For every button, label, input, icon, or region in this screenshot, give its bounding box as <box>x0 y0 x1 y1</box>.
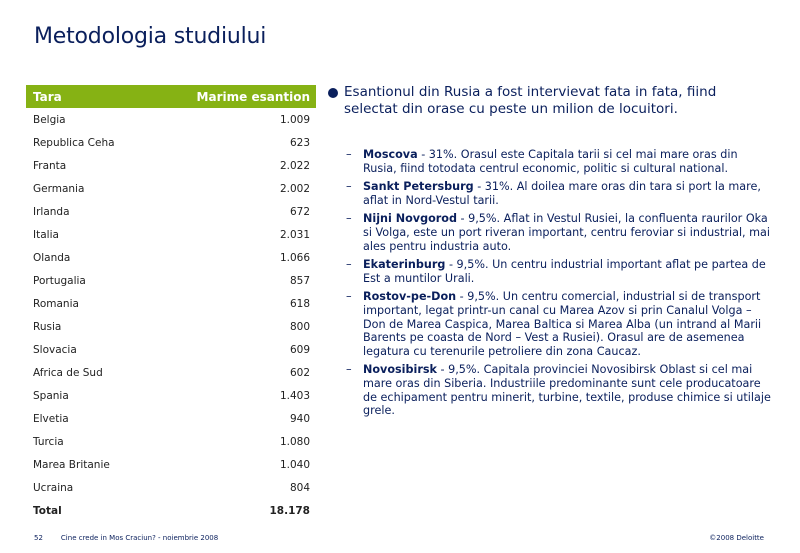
dash-marker: – <box>346 290 352 304</box>
city-name: Moscova <box>363 148 418 161</box>
bullet-dot-icon <box>328 88 338 98</box>
city-description <box>363 148 771 175</box>
table-header <box>26 85 316 108</box>
city-text: - 31%. Al doilea mare oras din tara si port la mare, aflat in Nord-Vestul tarii. <box>363 180 761 207</box>
city-text: - 31%. Orasul este Capitala tarii si cel mai mare oras din Rusia, fiind totodata centrul economic, politic si cultural national. <box>363 148 738 175</box>
city-name: Nijni Novgorod <box>363 212 457 226</box>
table-row <box>26 453 316 476</box>
copyright: ©2008 Deloitte <box>709 534 764 542</box>
table-row <box>26 108 316 131</box>
table-row <box>26 315 316 338</box>
table-row <box>26 131 316 154</box>
table-row <box>26 338 316 361</box>
page-title: Metodologia studiului <box>34 24 267 49</box>
city-name: Novosibirsk <box>363 363 437 377</box>
dash-marker: – <box>346 180 352 194</box>
country-cell: Italia <box>33 228 59 241</box>
sample-size-cell: 609 <box>289 343 310 356</box>
table-total-row <box>26 499 316 522</box>
country-cell: Germania <box>33 182 85 195</box>
city-text: - 9,5%. Un centru comercial, industrial si de transport important, legat printr-un canal cu Marea Azov si prin Canalul Volga – Don de Marea Caspica, Marea Baltica si Marea Alba (un intrand al Marii Barents pe coasta de Nord – Vest a Rusiei). Orasul are de asemenea legatura cu terenurile petroliere din zona Caucaz. <box>363 290 762 358</box>
sample-size-cell: 1.080 <box>279 435 310 448</box>
table-row <box>26 200 316 223</box>
main-bullet-text: Esantionul din Rusia a fost intervievat fata in fata, fiind selectat din orase cu peste un milion de locuitori. <box>344 84 717 117</box>
dash-marker: – <box>346 363 352 377</box>
country-cell: Ucraina <box>33 481 74 494</box>
city-text: - 9,5%. Un centru industrial important aflat pe partea de Est a muntilor Urali. <box>363 258 766 285</box>
table-row <box>26 177 316 200</box>
sample-size-cell: 857 <box>289 274 310 287</box>
sample-size-cell: 800 <box>289 320 310 333</box>
sample-size-cell: 2.002 <box>279 182 310 195</box>
sample-size-cell: 618 <box>289 297 310 310</box>
sample-size-cell: 804 <box>289 481 310 494</box>
sample-size-cell: 1.403 <box>279 389 310 402</box>
city-description <box>363 258 771 285</box>
country-cell: Republica Ceha <box>33 136 115 149</box>
main-bullet <box>326 84 771 118</box>
country-cell: Portugalia <box>33 274 86 287</box>
country-cell: Africa de Sud <box>33 366 103 379</box>
city-name: Sankt Petersburg <box>363 180 474 194</box>
sample-size-cell: 1.040 <box>279 458 310 471</box>
sample-size-cell: 1.009 <box>279 113 310 126</box>
country-cell: Turcia <box>33 435 64 448</box>
city-item <box>346 290 771 358</box>
city-item <box>346 148 771 175</box>
table-row <box>26 430 316 453</box>
country-cell: Rusia <box>33 320 62 333</box>
country-cell: Elvetia <box>33 412 69 425</box>
sample-size-table <box>26 85 316 522</box>
city-text: - 9,5%. Capitala provinciei Novosibirsk Oblast si cel mai mare oras din Siberia. Industriile predominante sunt cele producatoare de echipament pentru minerit, turbine, textile, produse chimice si utilaje grele. <box>363 363 771 418</box>
country-cell: Franta <box>33 159 67 172</box>
table-row <box>26 269 316 292</box>
city-item <box>346 363 771 417</box>
sample-size-cell: 2.022 <box>279 159 310 172</box>
city-description <box>363 363 771 417</box>
table-row <box>26 361 316 384</box>
sample-size-cell: 672 <box>289 205 310 218</box>
city-list <box>326 148 771 418</box>
total-label: Total <box>33 504 62 517</box>
table-row <box>26 246 316 269</box>
sample-size-cell: 602 <box>289 366 310 379</box>
table-row <box>26 292 316 315</box>
dash-marker: – <box>346 212 352 226</box>
methodology-text <box>326 84 771 423</box>
sample-size-cell: 1.066 <box>279 251 310 264</box>
page-number: 52 <box>34 534 43 542</box>
sample-size-cell: 623 <box>289 136 310 149</box>
table-row <box>26 407 316 430</box>
table-row <box>26 154 316 177</box>
table-row <box>26 223 316 246</box>
city-name: Rostov-pe-Don <box>363 290 457 304</box>
city-description <box>363 180 771 207</box>
sample-size-cell: 2.031 <box>279 228 310 241</box>
city-item <box>346 180 771 207</box>
country-cell: Belgia <box>33 113 66 126</box>
sample-size-cell: 940 <box>289 412 310 425</box>
country-cell: Spania <box>33 389 69 402</box>
city-description <box>363 212 771 253</box>
city-item <box>346 212 771 253</box>
country-cell: Irlanda <box>33 205 70 218</box>
dash-marker: – <box>346 148 352 161</box>
city-name: Ekaterinburg <box>363 258 446 272</box>
total-value: 18.178 <box>269 504 310 517</box>
city-description <box>363 290 771 358</box>
country-cell: Slovacia <box>33 343 77 356</box>
table-row <box>26 384 316 407</box>
country-cell: Olanda <box>33 251 71 264</box>
dash-marker: – <box>346 258 352 272</box>
city-text: - 9,5%. Aflat in Vestul Rusiei, la confluenta raurilor Oka si Volga, este un port riveran important, centru feroviar si industrial, mai ales pentru industria auto. <box>363 212 771 253</box>
footer-left <box>34 534 218 542</box>
header-country: Tara <box>33 89 62 104</box>
country-cell: Romania <box>33 297 79 310</box>
header-sample-size: Marime esantion <box>196 89 310 104</box>
city-item <box>346 258 771 285</box>
footer-text: Cine crede in Mos Craciun? - noiembrie 2008 <box>60 534 219 542</box>
country-cell: Marea Britanie <box>33 458 110 471</box>
table-row <box>26 476 316 499</box>
